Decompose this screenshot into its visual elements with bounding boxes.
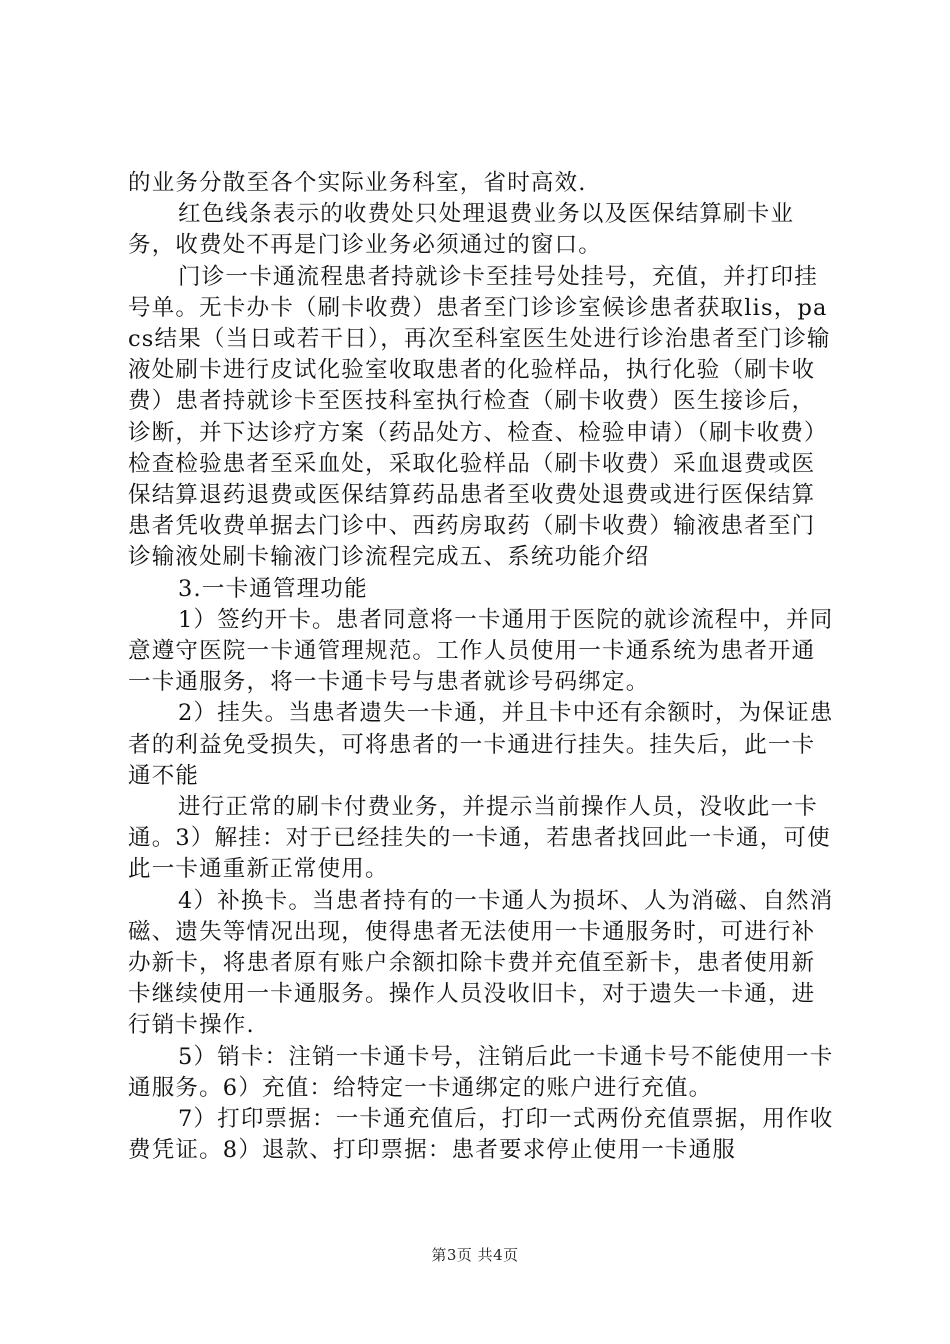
section-heading: 3.一卡通管理功能 (178, 575, 368, 602)
paragraph-8: 4）补换卡。当患者持有的一卡通人为损坏、人为消磁、自然消磁、遗失等情况出现，使得患者无法使用一卡通服务时，可进行补办新卡，将患者原有账户余额扣除卡费并充值至新卡，患者使用新卡继续使用一卡通服务。操作人员没收旧卡，对于遗失一卡通，进行销卡操作. (128, 887, 834, 1039)
paragraph-6: 2）挂失。当患者遗失一卡通，并且卡中还有余额时，为保证患者的利益免受损失，可将患者的一卡通进行挂失。挂失后，此一卡通不能 (128, 700, 834, 789)
paragraph-10: 7）打印票据：一卡通充值后，打印一式两份充值票据，用作收费凭证。8）退款、打印票据：患者要求停止使用一卡通服 (128, 1106, 834, 1164)
paragraph-5: 1）签约开卡。患者同意将一卡通用于医院的就诊流程中，并同意遵守医院一卡通管理规范。工作人员使用一卡通系统为患者开通一卡通服务，将一卡通卡号与患者就诊号码绑定。 (128, 606, 834, 696)
paragraph-1: 的业务分散至各个实际业务科室，省时高效. (128, 170, 587, 196)
document-body (128, 168, 834, 1167)
paragraph-7: 进行正常的刷卡付费业务，并提示当前操作人员，没收此一卡通。3）解挂：对于已经挂失的一卡通，若患者找回此一卡通，可使此一卡通重新正常使用。 (128, 794, 831, 883)
paragraph-2: 红色线条表示的收费处只处理退费业务以及医保结算刷卡业务，收费处不再是门诊业务必须通过的窗口。 (128, 201, 795, 259)
paragraph-3: 门诊一卡通流程患者持就诊卡至挂号处挂号，充值，并打印挂号单。无卡办卡（刷卡收费）患者至门诊诊室候诊患者获取lis，pacs结果（当日或若干日），再次至科室医生处进行诊治患者至门诊输液处刷卡进行皮试化验室收取患者的化验样品，执行化验（刷卡收费）患者持就诊卡至医技科室执行检查（刷卡收费）医生接诊后，诊断，并下达诊疗方案（药品处方、检查、检验申请）（刷卡收费）检查检验患者至采血处，采取化验样品（刷卡收费）采血退费或医保结算退药退费或医保结算药品患者至收费处退费或进行医保结算患者凭收费单据去门诊中、西药房取药（刷卡收费）输液患者至门诊输液处刷卡输液门诊流程完成五、系统功能介绍 (128, 263, 831, 571)
paragraph-9: 5）销卡：注销一卡通卡号，注销后此一卡通卡号不能使用一卡通服务。6）充值：给特定一卡通绑定的账户进行充值。 (128, 1043, 834, 1101)
page-number-footer: 第3页 共4页 (431, 1246, 519, 1264)
